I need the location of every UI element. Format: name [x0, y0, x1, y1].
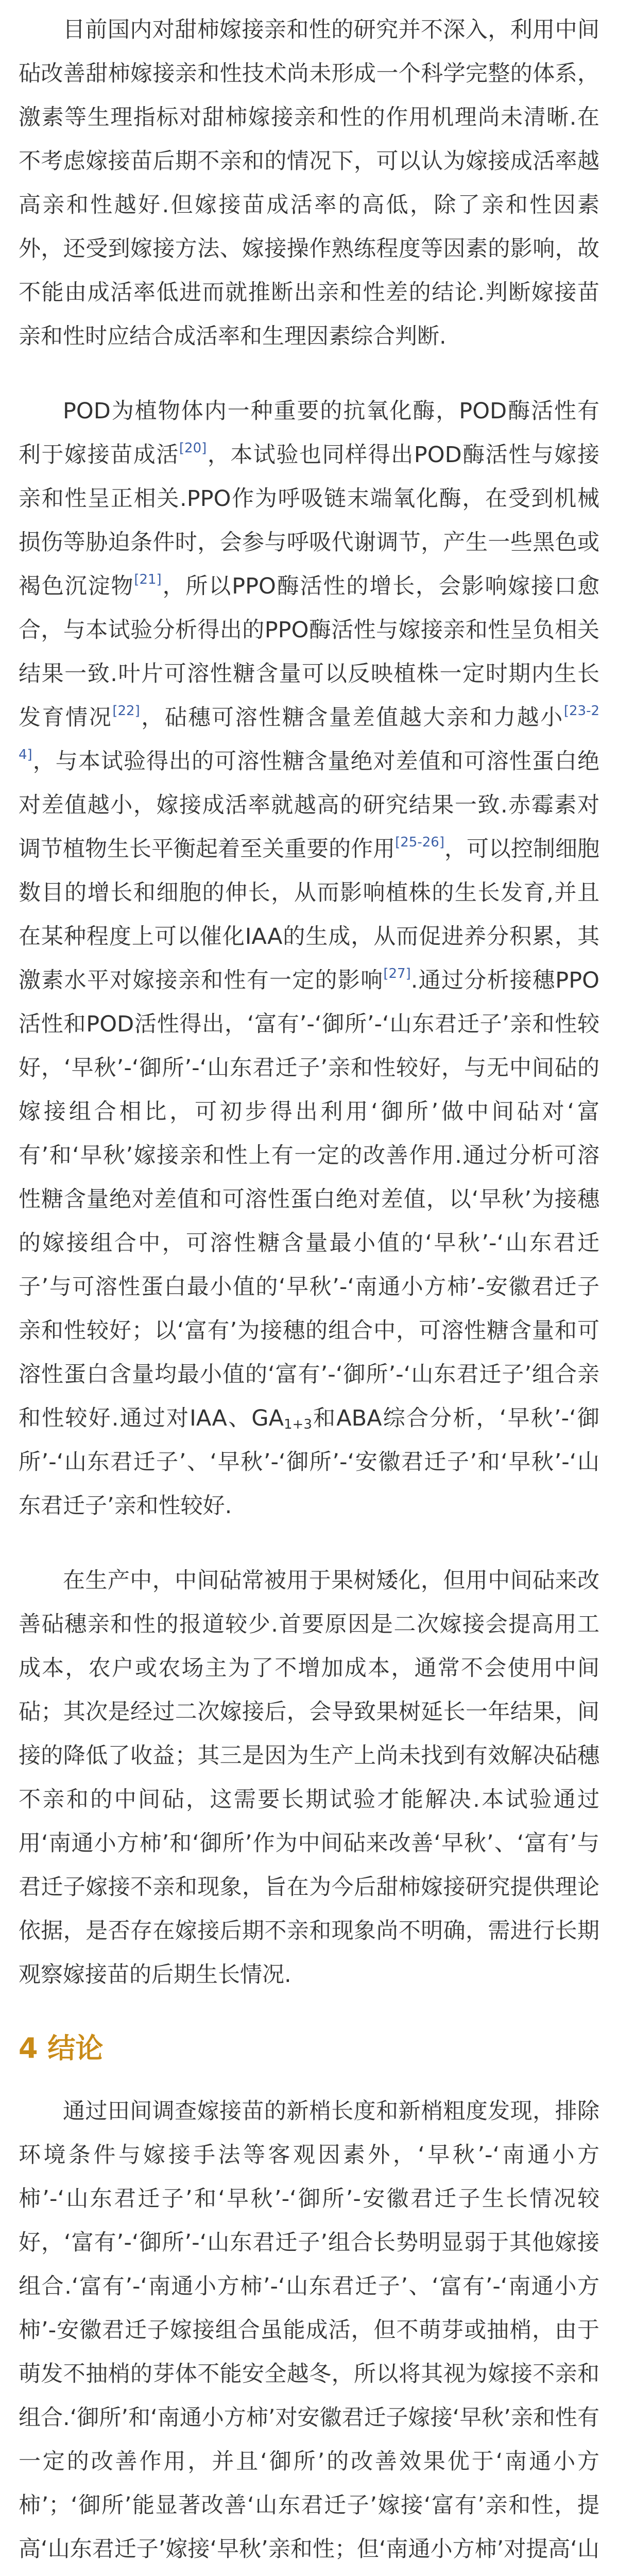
text-run: ，所以PPO酶活性的增长，会影响嫁接口愈合，与本试验分析得出的PPO酶活性与嫁接亲和性呈负相关结果一致.叶片可溶性糖含量可以反映植株一定时期内生长发育情况: [19, 573, 599, 731]
article-page: [0, 8, 618, 2562]
citation[interactable]: [27]: [383, 966, 411, 981]
text-run: .通过分析接穗PPO活性和POD活性得出，‘富有’-‘御所’-‘山东君迁子’亲和性较好，‘早秋’-‘御所’-‘山东君迁子’亲和性较好，与无中间砧的嫁接组合相比，可初步得出利用‘御所’做中间砧对‘富有’和‘早秋’嫁接亲和性上有一定的改善作用.通过分析可溶性糖含量绝对差值和可溶性蛋白绝对差值，以‘早秋’为接穗的嫁接组合中，可溶性糖含量最小值的‘早秋’-‘山东君迁子’与可溶性蛋白最小值的‘早秋’-‘南通小方柿’-安徽君迁子亲和性较好；以‘富有’为接穗的组合中，可溶性糖含量和可溶性蛋白含量均最小值的‘富有’-‘御所’-‘山东君迁子’组合亲和性较好.通过对IAA、GA: [19, 968, 600, 1431]
text-run: ，可以控制细胞数目的增长和细胞的伸长，从而影响植株的生长发育,并且在某种程度上可以催化IAA的生成，从而促进养分积累，其激素水平对嫁接亲和性有一定的影响: [19, 836, 600, 993]
text-run: ，与本试验得出的可溶性糖含量绝对差值和可溶性蛋白绝对差值越小，嫁接成活率就越高的研究结果一致.赤霉素对调节植物生长平衡起着至关重要的作用: [19, 749, 599, 862]
section-title-conclusion: 4 结论: [19, 2032, 104, 2064]
text-run: 和ABA综合分析，‘早秋’-‘御所’-‘山东君迁子’、‘早秋’-‘御所’-‘安徽君迁子’和‘早秋’-‘山东君迁子’亲和性较好.: [19, 1405, 599, 1519]
discussion-paragraph-3: 在生产中，中间砧常被用于果树矮化，但用中间砧来改善砧穗亲和性的报道较少.首要原因是二次嫁接会提高用工成本，农户或农场主为了不增加成本，通常不会使用中间砧；其次是经过二次嫁接后，会导致果树延长一年结果，间接的降低了收益；其三是因为生产上尚未找到有效解决砧穗不亲和的中间砧，这需要长期试验才能解决.本试验通过用‘南通小方柿’和‘御所’作为中间砧来改善‘早秋’、‘富有’与君迁子嫁接不亲和现象，旨在为今后甜柿嫁接研究提供理论依据，是否存在嫁接后期不亲和现象尚不明确，需进行长期观察嫁接苗的后期生长情况.: [19, 1568, 599, 1988]
conclusion-paragraph: 通过田间调查嫁接苗的新梢长度和新梢粗度发现，排除环境条件与嫁接手法等客观因素外，‘早秋’-‘南通小方柿’-‘山东君迁子’和‘早秋’-‘御所’-安徽君迁子生长情况较好，‘富有’-‘御所’-‘山东君迁子’组合长势明显弱于其他嫁接组合.‘富有’-‘南通小方柿’-‘山东君迁子’、‘富有’-‘南通小方柿’-安徽君迁子嫁接组合虽能成活，但不萌芽或抽梢，由于萌发不抽梢的芽体不能安全越冬，所以将其视为嫁接不亲和组合.‘御所’和‘南通小方柿’对安徽君迁子嫁接‘早秋’亲和性有一定的改善作用，并且‘御所’的改善效果优于‘南通小方柿’；‘御所’能显著改善‘山东君迁子’嫁接‘富有’亲和性，提高‘山东君迁子’嫁接‘早秋’亲和性；但‘南通小方柿’对提高‘山: [19, 2098, 599, 2562]
citation[interactable]: [22]: [112, 703, 140, 719]
text-run: ，砧穗可溶性糖含量差值越大亲和力越小: [140, 705, 564, 731]
citation[interactable]: [23-24]: [19, 703, 600, 762]
citation[interactable]: [25-26]: [395, 835, 444, 850]
text-run: ，本试验也同样得出POD酶活性与嫁接亲和性呈正相关.PPO作为呼吸链末端氧化酶，在受到机械损伤等胁迫条件时，会参与呼吸代谢调节，产生一些黑色或褐色沉淀物: [19, 442, 600, 599]
citation[interactable]: [20]: [179, 440, 207, 456]
citation[interactable]: [21]: [134, 572, 162, 587]
text-run: POD为植物体内一种重要的抗氧化酶，POD酶活性有利于嫁接苗成活: [19, 398, 599, 468]
subscript: 1+3: [284, 1417, 312, 1432]
discussion-paragraph-2: [19, 389, 599, 1528]
discussion-paragraph-1: 目前国内对甜柿嫁接亲和性的研究并不深入，利用中间砧改善甜柿嫁接亲和性技术尚未形成一个科学完整的体系，激素等生理指标对甜柿嫁接亲和性的作用机理尚未清晰.在不考虑嫁接苗后期不亲和的情况下，可以认为嫁接成活率越高亲和性越好.但嫁接苗成活率的高低，除了亲和性因素外，还受到嫁接方法、嫁接操作熟练程度等因素的影响，故不能由成活率低进而就推断出亲和性差的结论.判断嫁接苗亲和性时应结合成活率和生理因素综合判断.: [19, 17, 599, 349]
